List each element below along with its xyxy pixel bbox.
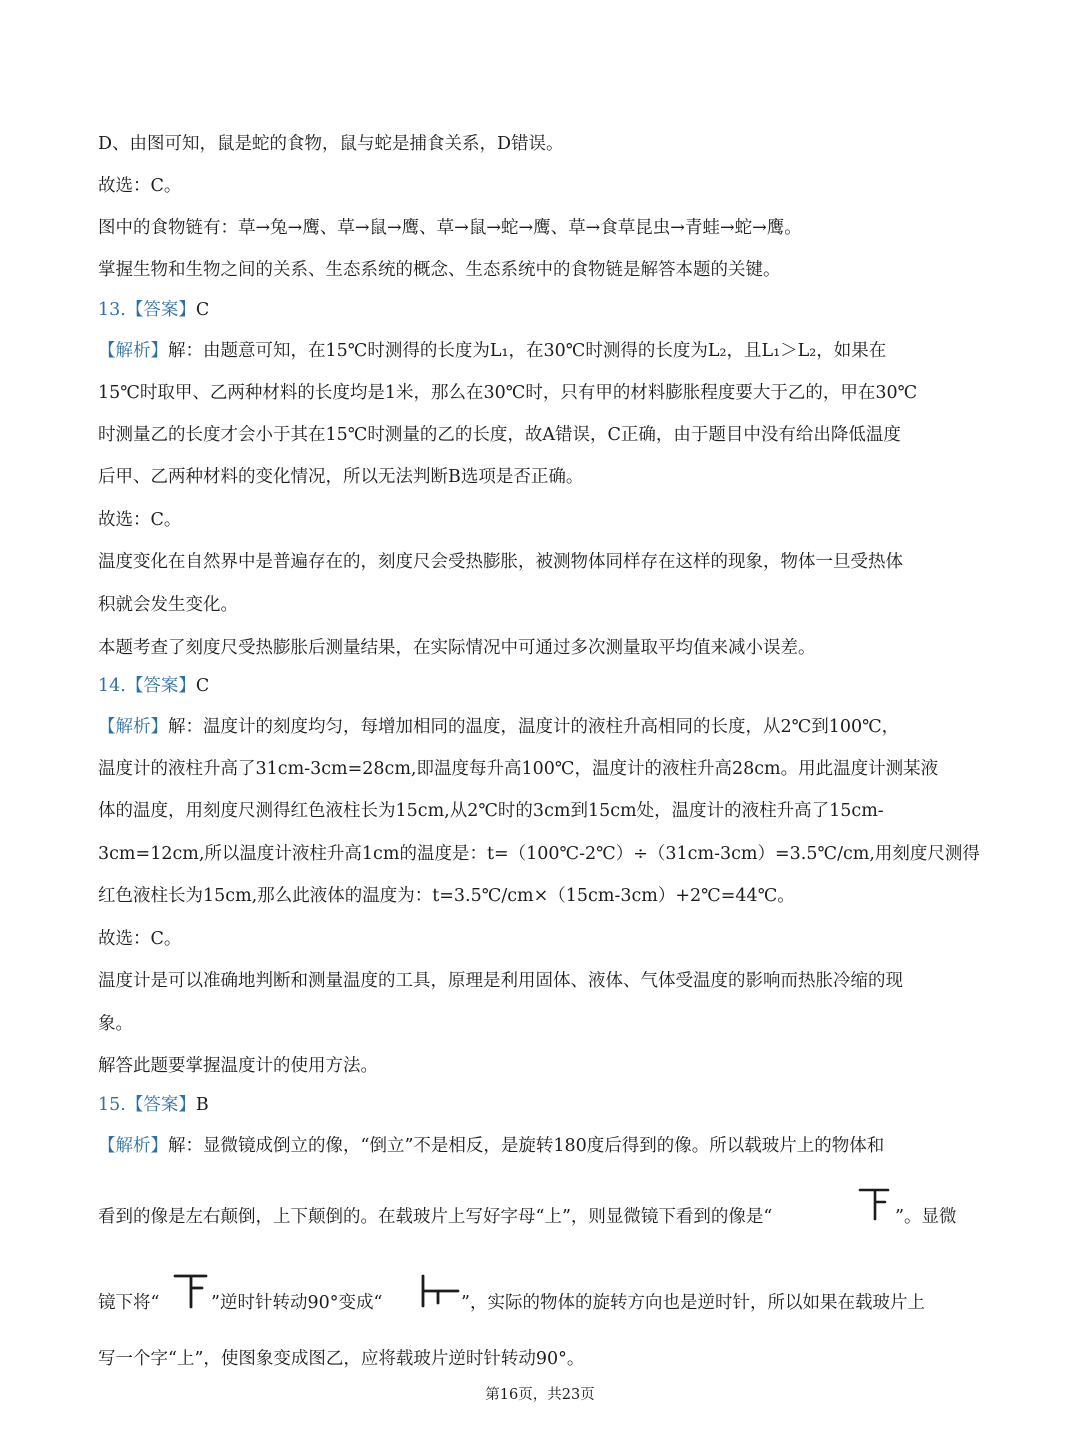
text-span: 解：显微镜成倒立的像，“倒立”不是相反，是旋转180度后得到的像。所以载玻片上的物体和 bbox=[168, 1136, 885, 1156]
answer-value: B bbox=[195, 1095, 209, 1115]
page-footer: 第16页，共23页 bbox=[485, 1387, 595, 1403]
inverted-character-icon bbox=[172, 1270, 210, 1312]
text-line: 掌握生物和生物之间的关系、生态系统的概念、生态系统中的食物链是解答本题的关键。 bbox=[98, 260, 781, 280]
analysis-tag: 【解析】 bbox=[98, 1136, 168, 1156]
text-line: 图中的食物链有：草→兔→鹰、草→鼠→鹰、草→鼠→蛇→鹰、草→食草昆虫→青蛙→蛇→鹰。 bbox=[98, 218, 802, 238]
text-line: 温度计的液柱升高了31cm-3cm=28cm,即温度每升高100℃，温度计的液柱升高28cm。用此温度计测某液 bbox=[98, 759, 939, 779]
text-line-b: ”。显微 bbox=[895, 1207, 957, 1227]
text-line: 故选：C。 bbox=[98, 176, 182, 196]
question-number: 13. bbox=[98, 300, 126, 320]
answer-tag: 【答案】 bbox=[125, 676, 196, 696]
text-span: 解：由题意可知，在15℃时测得的长度为L₁，在30℃时测得的长度为L₂，且L₁＞L₂，如果在 bbox=[168, 341, 887, 361]
question-15-answer bbox=[98, 1097, 209, 1115]
text-line: D、由图可知，鼠是蛇的食物，鼠与蛇是捕食关系，D错误。 bbox=[98, 134, 564, 154]
text-span: 解：温度计的刻度均匀，每增加相同的温度，温度计的液柱升高相同的长度，从2℃到100℃， bbox=[168, 717, 900, 737]
text-line: 积就会发生变化。 bbox=[98, 595, 238, 615]
question-number: 15. bbox=[98, 1095, 126, 1115]
text-line: 故选：C。 bbox=[98, 510, 182, 530]
text-line: 本题考查了刻度尺受热膨胀后测量结果，在实际情况中可通过多次测量取平均值来减小误差。 bbox=[98, 638, 816, 658]
analysis-tag: 【解析】 bbox=[98, 717, 168, 737]
question-13-analysis bbox=[98, 343, 886, 361]
text-line: 体的温度，用刻度尺测得红色液柱长为15cm,从2℃时的3cm到15cm处，温度计的液柱升高了15cm- bbox=[98, 801, 884, 821]
question-13-answer bbox=[98, 302, 209, 320]
question-15-analysis bbox=[98, 1138, 884, 1156]
text-line: 3cm=12cm,所以温度计液柱升高1cm的温度是：t=（100℃-2℃）÷（31cm-3cm）=3.5℃/cm,用刻度尺测得 bbox=[98, 844, 980, 864]
text-line: 15℃时取甲、乙两种材料的长度均是1米，那么在30℃时，只有甲的材料膨胀程度要大于乙的，甲在30℃ bbox=[98, 383, 918, 403]
answer-value: C bbox=[195, 676, 210, 696]
text-line-a: 看到的像是左右颠倒，上下颠倒的。在载玻片上写好字母“上”，则显微镜下看到的像是“ bbox=[98, 1207, 773, 1227]
analysis-tag: 【解析】 bbox=[98, 341, 168, 361]
text-line: 象。 bbox=[98, 1014, 133, 1034]
text-line: 温度变化在自然界中是普遍存在的，刻度尺会受热膨胀，被测物体同样存在这样的现象，物体一旦受热体 bbox=[98, 552, 903, 572]
question-number: 14. bbox=[98, 676, 126, 696]
rotated-character-icon bbox=[418, 1272, 462, 1312]
answer-value: C bbox=[195, 300, 210, 320]
text-line: 时测量乙的长度才会小于其在15℃时测量的乙的长度，故A错误，C正确，由于题目中没有给出降低温度 bbox=[98, 425, 901, 445]
question-14-answer bbox=[98, 678, 209, 696]
text-line: 红色液柱长为15cm,那么此液体的温度为：t=3.5℃/cm×（15cm-3cm）+2℃=44℃。 bbox=[98, 886, 795, 906]
answer-tag: 【答案】 bbox=[125, 1095, 196, 1115]
answer-tag: 【答案】 bbox=[125, 300, 196, 320]
text-span: ”逆时针转动90°变成“ bbox=[211, 1293, 383, 1313]
text-line: 解答此题要掌握温度计的使用方法。 bbox=[98, 1056, 378, 1076]
question-14-analysis bbox=[98, 719, 899, 737]
text-line: 故选：C。 bbox=[98, 929, 182, 949]
text-line: 温度计是可以准确地判断和测量温度的工具，原理是利用固体、液体、气体受温度的影响而热胀冷缩的现 bbox=[98, 971, 903, 991]
text-line: 写一个字“上”，使图象变成图乙，应将载玻片逆时针转动90°。 bbox=[98, 1349, 585, 1369]
text-line: 后甲、乙两种材料的变化情况，所以无法判断B选项是否正确。 bbox=[98, 467, 584, 487]
text-line-a: 镜下将“ bbox=[98, 1293, 160, 1313]
text-span: ”，实际的物体的旋转方向也是逆时针，所以如果在载玻片上 bbox=[461, 1293, 925, 1313]
inverted-character-icon bbox=[858, 1186, 892, 1224]
